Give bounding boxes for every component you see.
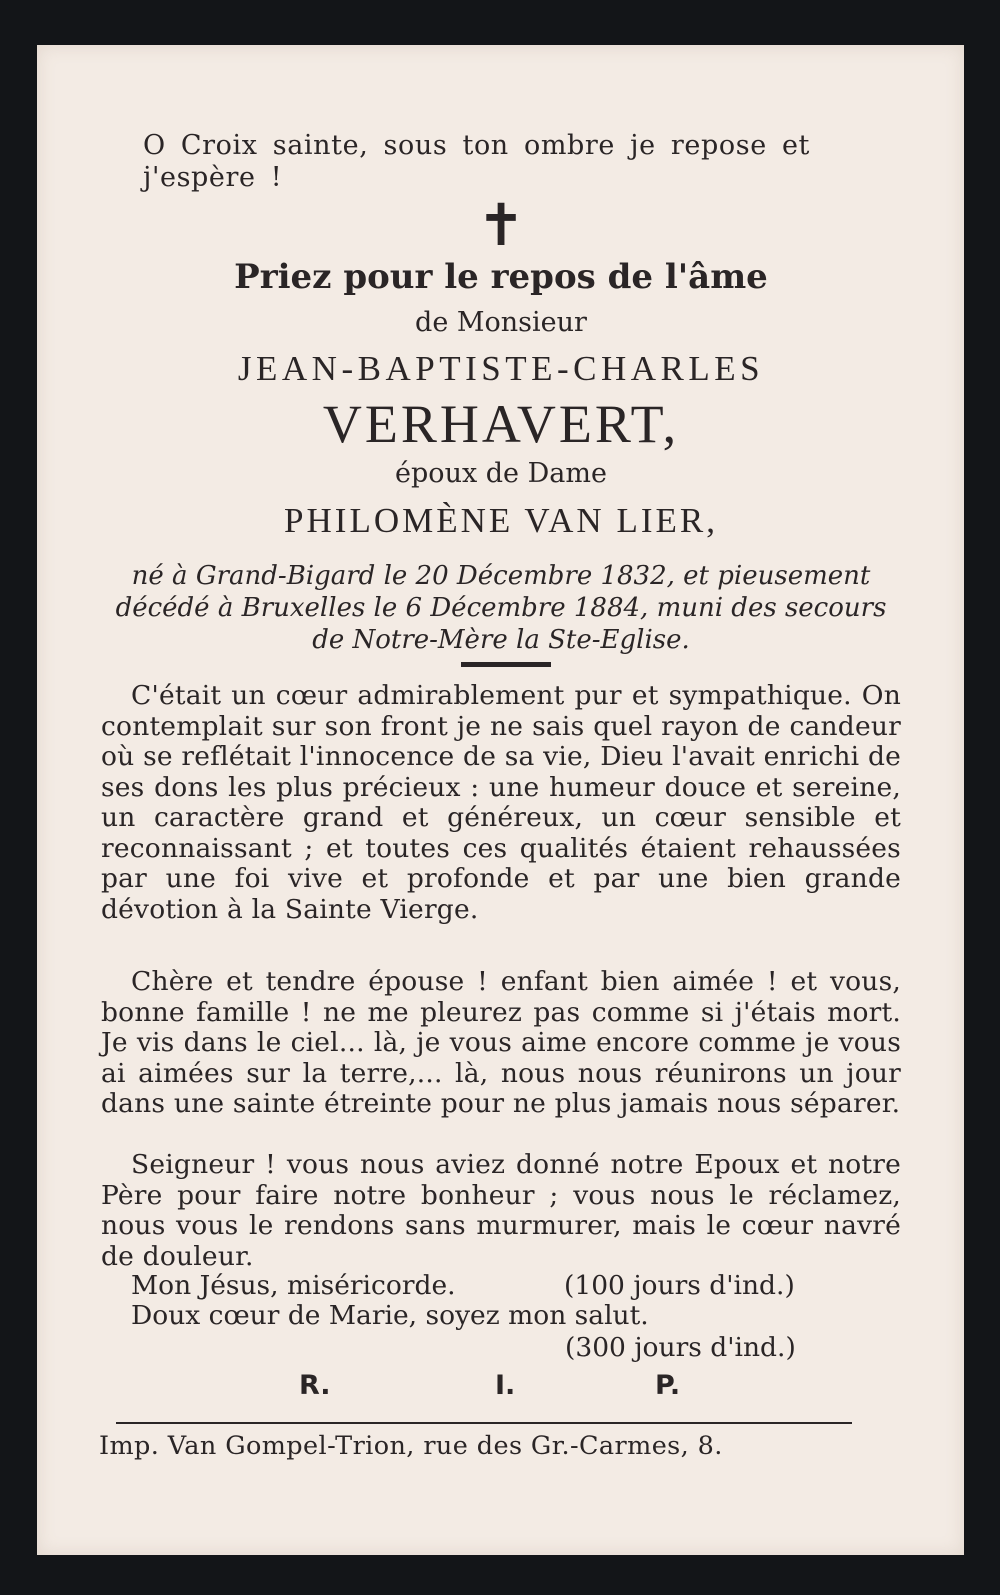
farewell-paragraph: Chère et tendre épouse ! enfant bien aimée ! et vous, bonne famille ! ne me pleurez pas comme si j'étais mort. Je vis dans le ciel... là, je vous aime encore comme je vous ai aimées sur la terre,... là, nous nous réunirons un jour dans une sainte étreinte pour ne plus jamais nous séparer. [101, 966, 901, 1119]
rip-letter: P. [655, 1370, 681, 1401]
prayer-heading: Priez pour le repos de l'âme [234, 257, 768, 297]
opening-verse: O Croix sainte, sous ton ombre je repose et j'espère ! [143, 130, 810, 193]
printer-imprint: Imp. Van Gompel-Trion, rue des Gr.-Carmes, 8. [99, 1431, 723, 1461]
ejaculatory-prayer-2: Doux cœur de Marie, soyez mon salut. [131, 1300, 649, 1331]
biography: né à Grand-Bigard le 20 Décembre 1832, et pieusement décédé à Bruxelles le 6 Décembre 1884, muni des secours de Notre-Mère la Ste-Eglise. [115, 561, 887, 655]
prayer-paragraph: Seigneur ! vous nous aviez donné notre Epoux et notre Père pour faire notre bonheur ; vous nous le réclamez, nous vous le rendons sans murmurer, mais le cœur navré de douleur. [101, 1149, 901, 1272]
ejaculatory-prayer-1 [131, 1271, 896, 1301]
section-divider [461, 662, 551, 667]
given-names: JEAN-BAPTISTE-CHARLES [237, 349, 765, 388]
rip-letter: R. [299, 1370, 331, 1401]
prayer-1-text: Mon Jésus, miséricorde. [131, 1270, 456, 1301]
honorific: de Monsieur [415, 307, 587, 338]
memorial-card [37, 45, 964, 1555]
surname: VERHAVERT, [322, 394, 680, 454]
prayer-2-indulgence: (300 jours d'ind.) [565, 1332, 796, 1363]
spouse-label: époux de Dame [395, 458, 607, 489]
footer-divider [116, 1422, 852, 1424]
rip-letter: I. [495, 1370, 516, 1401]
spouse-name: PHILOMÈNE VAN LIER, [284, 501, 718, 540]
eulogy-paragraph: C'était un cœur admirablement pur et sympathique. On contemplait sur son front je ne sais quel rayon de candeur où se reflétait l'innocence de sa vie, Dieu l'avait enrichi de ses dons les plus précieux : une humeur douce et sereine, un caractère grand et généreux, un cœur sensible et reconnaissant ; et toutes ces qualités étaient rehaussées par une foi vive et profonde et par une bien grande dévotion à la Sainte Vierge. [101, 680, 901, 925]
prayer-1-indulgence: (100 jours d'ind.) [564, 1270, 795, 1301]
cross-icon: ✝ [476, 191, 526, 259]
